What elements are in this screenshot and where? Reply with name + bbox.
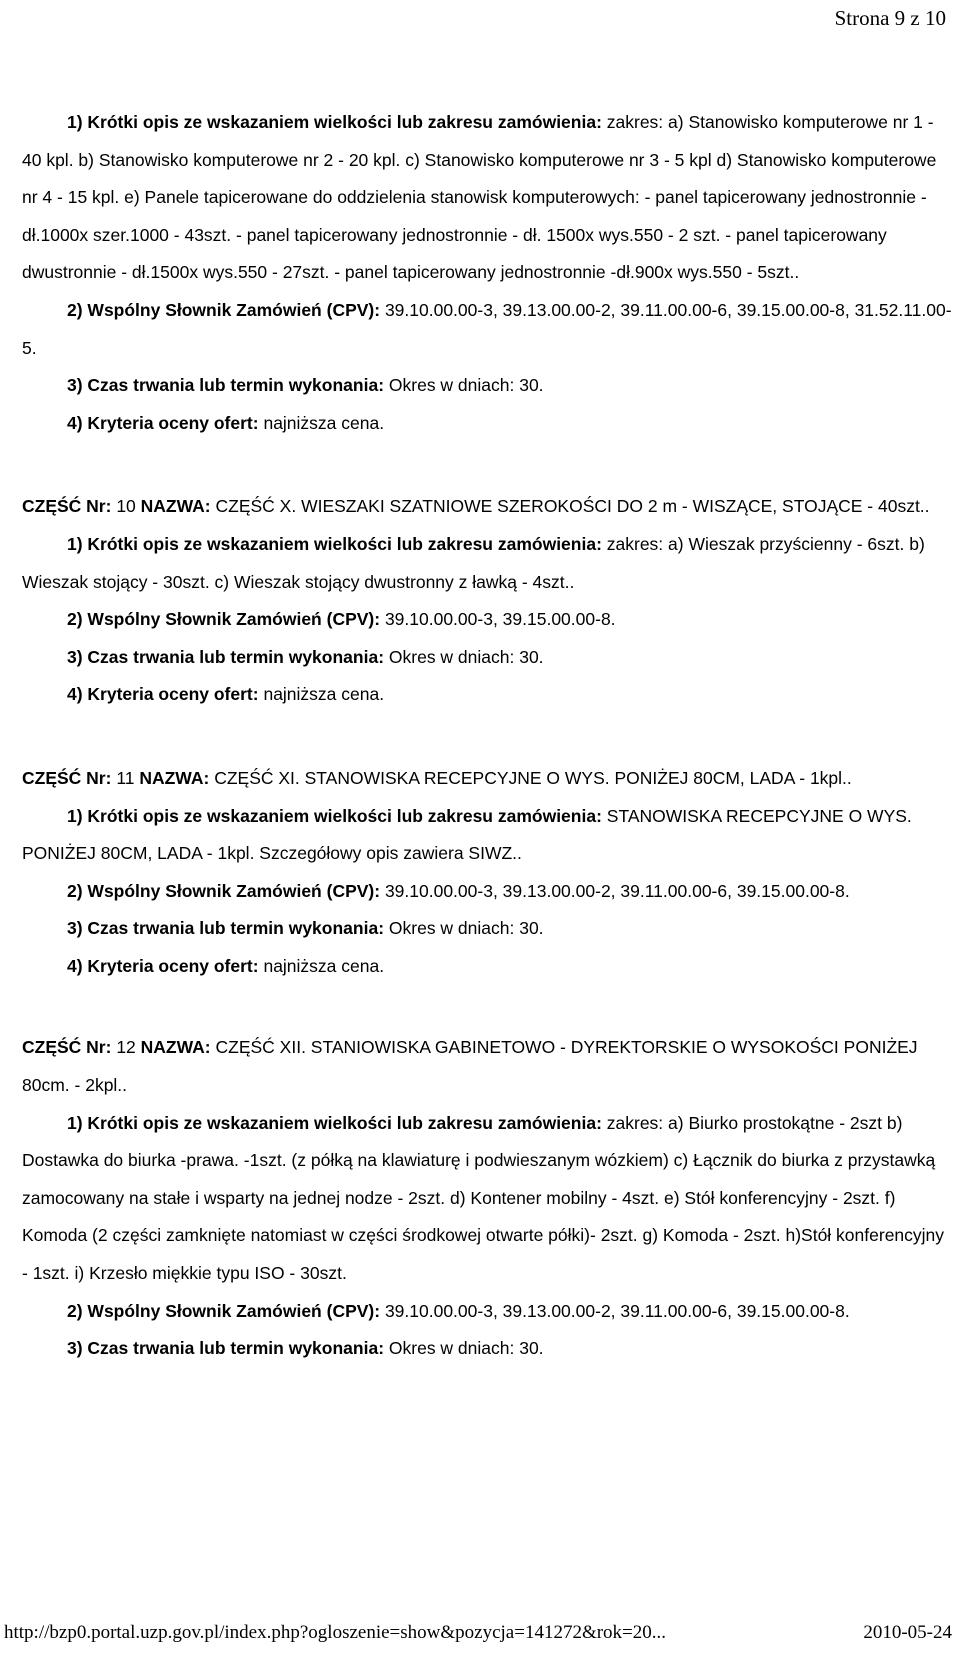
cpv-codes	[22, 292, 952, 367]
short-description-label: 1) Krótki opis ze wskazaniem wielkości lub zakresu zamówienia:	[67, 112, 602, 132]
criteria	[22, 676, 952, 714]
criteria-label: 4) Kryteria oceny ofert:	[67, 684, 259, 705]
cpv-label: 2) Wspólny Słownik Zamówień (CPV):	[67, 299, 381, 320]
short-description-text: STANOWISKA RECEPCYJNE O WYS. PONIŻEJ 80CM, LADA - 1kpl. Szczegółowy opis zawiera SIWZ..	[22, 805, 912, 864]
cpv-codes	[22, 601, 952, 639]
cpv-text: 39.10.00.00-3, 39.13.00.00-2, 39.11.00.00-6, 39.15.00.00-8.	[380, 1300, 850, 1321]
duration	[22, 910, 952, 948]
short-description	[22, 526, 952, 601]
part-heading-12	[22, 1029, 952, 1104]
criteria	[22, 405, 952, 443]
criteria-text: najniższa cena.	[258, 412, 385, 433]
short-description-text: zakres: a) Biurko prostokątne - 2szt b) Dostawka do biurka -prawa. -1szt. (z półką na klawiaturę i podwieszanym wózkiem) c) Łącznik do biurka z przystawką zamocowany na stałe i wsparty na jednej nodze - 2szt. d) Kontener mobilny - 4szt. e) Stół konferencyjny - 2szt. f) Komoda (2 części zamknięte natomiast w części środkowej otwarte półki)- 2szt. g) Komoda - 2szt. h)Stół konferencyjny - 1szt. i) Krzesło miękkie typu ISO - 30szt.	[22, 1112, 945, 1284]
duration	[22, 639, 952, 677]
part-name: CZĘŚĆ XI. STANOWISKA RECEPCYJNE O WYS. PONIŻEJ 80CM, LADA - 1kpl..	[209, 767, 852, 788]
duration-text: Okres w dniach: 30.	[384, 1338, 544, 1359]
part-number: 11	[111, 767, 140, 788]
short-description-text: zakres: a) Stanowisko komputerowe nr 1 - 40 kpl. b) Stanowisko komputerowe nr 2 - 20 kpl. c) Stanowisko komputerowe nr 3 - 5 kpl d) Stanowisko komputerowe nr 4 - 15 kpl. e) Panele tapicerowane do oddzielenia stanowisk komputerowych: - panel tapicerowany jednostronnie - dł.1000x szer.1000 - 43szt. - panel tapicerowany jednostronnie - dł. 1500x wys.550 - 2 szt. - panel tapicerowany dwustronnie - dł.1500x wys.550 - 27szt. - panel tapicerowany jednostronnie -dł.900x wys.550 - 5szt..	[22, 112, 937, 283]
page-number: Strona 9 z 10	[834, 6, 946, 30]
short-description	[22, 1105, 952, 1293]
document-body	[22, 104, 952, 1368]
part-number: 12	[111, 1037, 141, 1058]
cpv-label: 2) Wspólny Słownik Zamówień (CPV):	[67, 609, 381, 630]
short-description-label: 1) Krótki opis ze wskazaniem wielkości lub zakresu zamówienia:	[67, 1112, 602, 1133]
part-name-label: NAZWA:	[139, 767, 210, 788]
part-name-label: NAZWA:	[140, 1037, 211, 1058]
criteria-label: 4) Kryteria oceny ofert:	[67, 412, 259, 433]
print-date: 2010-05-24	[863, 1622, 952, 1643]
cpv-text: 39.10.00.00-3, 39.15.00.00-8.	[380, 609, 616, 630]
duration-text: Okres w dniach: 30.	[384, 918, 544, 939]
cpv-codes	[22, 1293, 952, 1331]
duration-label: 3) Czas trwania lub termin wykonania:	[67, 375, 385, 396]
short-description-label: 1) Krótki opis ze wskazaniem wielkości lub zakresu zamówienia:	[67, 805, 602, 826]
source-url: http://bzp0.portal.uzp.gov.pl/index.php?ogloszenie=show&pozycja=141272&rok=20...	[4, 1622, 667, 1643]
duration-label: 3) Czas trwania lub termin wykonania:	[67, 918, 385, 939]
part-number-label: CZĘŚĆ Nr:	[22, 1037, 112, 1058]
duration-label: 3) Czas trwania lub termin wykonania:	[67, 1338, 385, 1359]
cpv-text: 39.10.00.00-3, 39.13.00.00-2, 39.11.00.00-6, 39.15.00.00-8, 31.52.11.00-5.	[22, 299, 952, 358]
part-heading-10	[22, 488, 952, 526]
duration	[22, 367, 952, 405]
criteria-text: najniższa cena.	[258, 684, 385, 705]
part-heading-11	[22, 760, 952, 798]
part-number: 10	[111, 496, 141, 517]
part-name: CZĘŚĆ X. WIESZAKI SZATNIOWE SZEROKOŚCI DO 2 m - WISZĄCE, STOJĄCE - 40szt..	[210, 496, 930, 517]
part-name-label: NAZWA:	[140, 496, 211, 517]
part-name: CZĘŚĆ XII. STANIOWISKA GABINETOWO - DYREKTORSKIE O WYSOKOŚCI PONIŻEJ 80cm. - 2kpl..	[22, 1037, 918, 1096]
short-description	[22, 798, 952, 873]
criteria-text: najniższa cena.	[258, 955, 385, 976]
short-description-text: zakres: a) Wieszak przyścienny - 6szt. b) Wieszak stojący - 30szt. c) Wieszak stojący dwustronny z ławką - 4szt..	[22, 533, 925, 592]
cpv-codes	[22, 873, 952, 911]
criteria	[22, 948, 952, 986]
duration-label: 3) Czas trwania lub termin wykonania:	[67, 646, 385, 667]
cpv-label: 2) Wspólny Słownik Zamówień (CPV):	[67, 1300, 381, 1321]
short-description	[22, 104, 952, 292]
criteria-label: 4) Kryteria oceny ofert:	[67, 955, 259, 976]
short-description-label: 1) Krótki opis ze wskazaniem wielkości lub zakresu zamówienia:	[67, 533, 602, 554]
cpv-text: 39.10.00.00-3, 39.13.00.00-2, 39.11.00.00-6, 39.15.00.00-8.	[380, 880, 850, 901]
part-number-label: CZĘŚĆ Nr:	[22, 496, 112, 517]
part-number-label: CZĘŚĆ Nr:	[22, 767, 112, 788]
duration	[22, 1330, 952, 1368]
duration-text: Okres w dniach: 30.	[384, 375, 544, 396]
cpv-label: 2) Wspólny Słownik Zamówień (CPV):	[67, 880, 381, 901]
duration-text: Okres w dniach: 30.	[384, 646, 544, 667]
